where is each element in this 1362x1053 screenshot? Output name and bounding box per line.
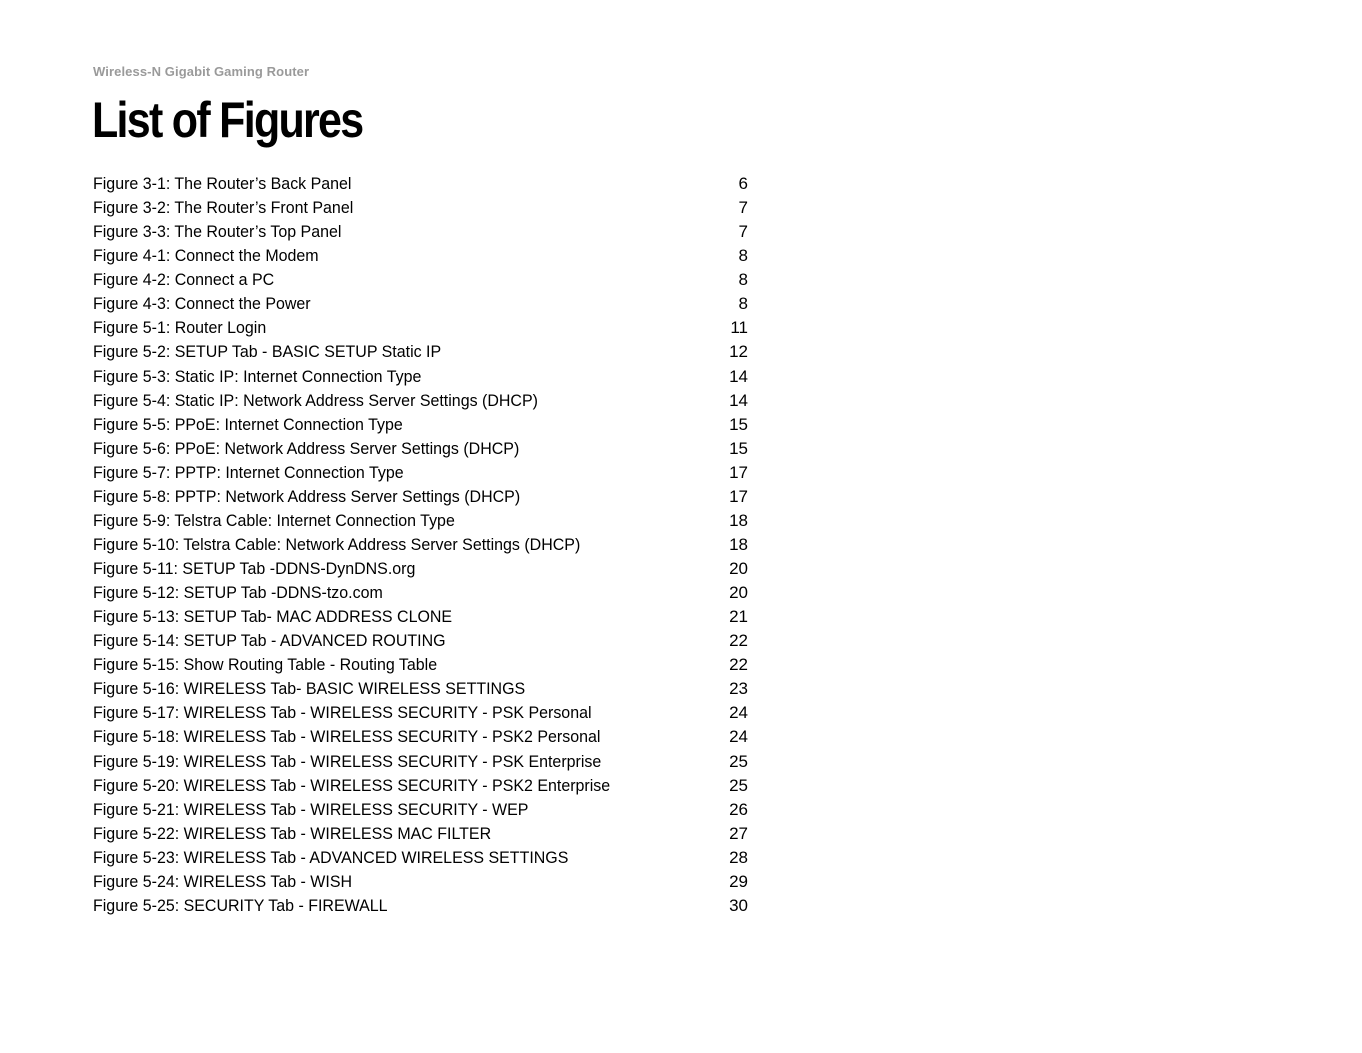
figure-page-number[interactable]: 24 [729,727,748,747]
figure-page-number[interactable]: 6 [738,174,748,193]
figure-page-number[interactable]: 25 [729,775,748,795]
figure-caption[interactable]: Figure 5-13: SETUP Tab- MAC ADDRESS CLONE [93,607,453,627]
figure-page-number[interactable]: 17 [729,462,748,482]
figure-caption[interactable]: Figure 5-23: WIRELESS Tab - ADVANCED WIRELESS SETTINGS [93,847,569,867]
figure-page-number[interactable]: 22 [729,655,748,675]
figure-caption[interactable]: Figure 5-8: PPTP: Network Address Server Settings (DHCP) [93,486,521,506]
figure-entry[interactable] [93,461,748,485]
figure-caption[interactable]: Figure 4-2: Connect a PC [93,270,275,290]
figure-caption[interactable]: Figure 5-20: WIRELESS Tab - WIRELESS SECURITY - PSK2 Enterprise [93,775,611,795]
figure-entry[interactable] [93,846,748,870]
figure-caption[interactable]: Figure 5-9: Telstra Cable: Internet Connection Type [93,510,455,530]
figure-caption[interactable]: Figure 5-16: WIRELESS Tab- BASIC WIRELESS SETTINGS [93,679,526,699]
figure-entry[interactable] [93,653,748,677]
figure-entry[interactable] [93,365,748,389]
figure-list [93,172,748,918]
figure-entry[interactable] [93,798,748,822]
figure-caption[interactable]: Figure 5-12: SETUP Tab -DDNS-tzo.com [93,583,383,603]
figure-page-number[interactable]: 8 [738,270,748,290]
figure-page-number[interactable]: 25 [729,751,748,771]
figure-caption[interactable]: Figure 5-1: Router Login [93,318,267,338]
figure-caption[interactable]: Figure 5-11: SETUP Tab -DDNS-DynDNS.org [93,559,416,578]
figure-caption[interactable]: Figure 5-17: WIRELESS Tab - WIRELESS SECURITY - PSK Personal [93,703,592,723]
figure-caption[interactable]: Figure 5-7: PPTP: Internet Connection Type [93,462,404,482]
figure-entry[interactable] [93,485,748,509]
figure-page-number[interactable]: 14 [729,390,748,410]
figure-page-number[interactable]: 22 [729,631,748,651]
figure-caption[interactable]: Figure 5-4: Static IP: Network Address Server Settings (DHCP) [93,390,538,410]
figure-page-number[interactable]: 27 [729,823,748,843]
figure-entry[interactable] [93,316,748,340]
figure-page-number[interactable]: 26 [729,799,748,819]
figure-caption[interactable]: Figure 5-18: WIRELESS Tab - WIRELESS SECURITY - PSK2 Personal [93,727,601,747]
figure-page-number[interactable]: 21 [729,607,748,627]
figure-entry[interactable] [93,389,748,413]
figure-caption[interactable]: Figure 3-1: The Router’s Back Panel [93,174,352,193]
figure-page-number[interactable]: 18 [729,510,748,530]
figure-entry[interactable] [93,774,748,798]
figure-entry[interactable] [93,822,748,846]
figure-page-number[interactable]: 24 [729,703,748,723]
figure-entry[interactable] [93,196,748,220]
figure-page-number[interactable]: 14 [729,366,748,386]
figure-page-number[interactable]: 18 [729,534,748,554]
figure-page-number[interactable]: 12 [729,342,748,362]
figure-entry[interactable] [93,605,748,629]
figure-entry[interactable] [93,340,748,364]
figure-caption[interactable]: Figure 5-6: PPoE: Network Address Server Settings (DHCP) [93,438,520,458]
figure-caption[interactable]: Figure 3-2: The Router’s Front Panel [93,198,354,218]
figure-caption[interactable]: Figure 5-25: SECURITY Tab - FIREWALL [93,895,388,915]
figure-caption[interactable]: Figure 3-3: The Router’s Top Panel [93,222,342,242]
figure-entry[interactable] [93,509,748,533]
figure-page-number[interactable]: 28 [729,847,748,867]
figure-page-number[interactable]: 15 [729,414,748,434]
figure-page-number[interactable]: 30 [729,895,748,915]
running-header: Wireless-N Gigabit Gaming Router [93,64,310,79]
figure-entry[interactable] [93,437,748,461]
figure-entry[interactable] [93,557,748,581]
figure-entry[interactable] [93,268,748,292]
figure-caption[interactable]: Figure 5-3: Static IP: Internet Connection Type [93,366,422,386]
figure-caption[interactable]: Figure 5-21: WIRELESS Tab - WIRELESS SECURITY - WEP [93,799,529,819]
figure-caption[interactable]: Figure 5-2: SETUP Tab - BASIC SETUP Static IP [93,342,442,362]
figure-page-number[interactable]: 17 [729,486,748,506]
figure-page-number[interactable]: 15 [729,438,748,458]
figure-page-number[interactable]: 7 [738,198,748,218]
figure-entry[interactable] [93,581,748,605]
figure-caption[interactable]: Figure 5-24: WIRELESS Tab - WISH [93,871,353,891]
figure-entry[interactable] [93,894,748,918]
figure-page-number[interactable]: 11 [730,318,748,338]
figure-caption[interactable]: Figure 4-1: Connect the Modem [93,246,319,266]
figure-page-number[interactable]: 20 [729,559,748,578]
figure-entry[interactable] [93,220,748,244]
figure-entry[interactable] [93,750,748,774]
figure-caption[interactable]: Figure 5-10: Telstra Cable: Network Address Server Settings (DHCP) [93,534,581,554]
figure-entry[interactable] [93,870,748,894]
page-title: List of Figures [92,92,363,148]
figure-caption[interactable]: Figure 5-22: WIRELESS Tab - WIRELESS MAC FILTER [93,823,492,843]
figure-entry[interactable] [93,244,748,268]
figure-page-number[interactable]: 8 [738,246,748,266]
figure-caption[interactable]: Figure 5-14: SETUP Tab - ADVANCED ROUTING [93,631,446,651]
figure-caption[interactable]: Figure 5-15: Show Routing Table - Routing Table [93,655,438,675]
figure-caption[interactable]: Figure 5-19: WIRELESS Tab - WIRELESS SECURITY - PSK Enterprise [93,751,602,771]
figure-page-number[interactable]: 23 [729,679,748,699]
figure-entry[interactable] [93,533,748,557]
figure-entry[interactable] [93,292,748,316]
figure-entry[interactable] [93,725,748,749]
figure-entry[interactable] [93,677,748,701]
figure-entry[interactable] [93,172,748,196]
figure-page-number[interactable]: 7 [738,222,748,242]
figure-caption[interactable]: Figure 4-3: Connect the Power [93,294,311,314]
figure-caption[interactable]: Figure 5-5: PPoE: Internet Connection Type [93,414,403,434]
figure-entry[interactable] [93,629,748,653]
figure-page-number[interactable]: 20 [729,583,748,603]
figure-entry[interactable] [93,413,748,437]
figure-entry[interactable] [93,701,748,725]
figure-page-number[interactable]: 8 [738,294,748,314]
figure-page-number[interactable]: 29 [729,871,748,891]
